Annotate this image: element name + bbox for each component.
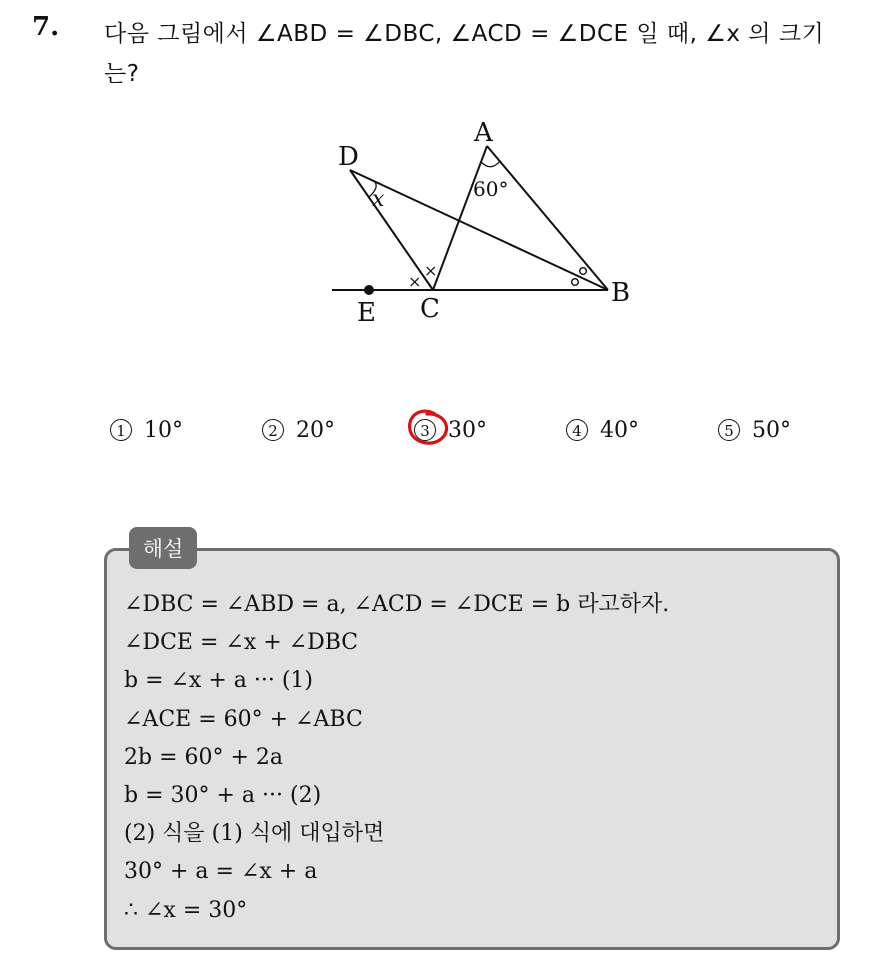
choice-number-1: 1 — [110, 419, 132, 441]
choice-5[interactable] — [718, 408, 791, 452]
solution-lines — [124, 586, 824, 930]
choice-number-4: 4 — [566, 419, 588, 441]
solution-line-3: b = ∠x + a ··· (1) — [124, 668, 314, 694]
choice-value-1: 10° — [144, 417, 183, 443]
circle-mark-DBC — [572, 279, 579, 286]
solution-line-1: ∠DBC = ∠ABD = a, ∠ACD = ∠DCE = b 라고하자. — [124, 592, 670, 617]
choice-4[interactable] — [566, 408, 639, 452]
solution-line-9: ∴ ∠x = 30° — [124, 897, 248, 923]
vertex-label-C: C — [420, 294, 440, 324]
question-number: 7. — [32, 12, 60, 42]
solution-line-5: 2b = 60° + 2a — [124, 744, 284, 770]
choice-value-3: 30° — [448, 417, 487, 443]
question-text-line-2: 는? — [104, 61, 140, 87]
vertex-label-A: A — [474, 118, 493, 148]
choice-3[interactable] — [414, 408, 487, 452]
vertex-label-B: B — [611, 278, 631, 308]
choice-value-2: 20° — [296, 417, 335, 443]
geometry-figure — [320, 110, 650, 330]
angle-label-x: x — [372, 187, 385, 212]
cross-mark-DCE: × — [408, 272, 422, 291]
vertex-label-E: E — [357, 298, 376, 328]
answer-choices — [0, 408, 884, 458]
solution-title: 해설 — [129, 527, 197, 569]
segment-AB — [487, 146, 608, 290]
cross-mark-ACD: × — [424, 261, 438, 280]
choice-number-2: 2 — [262, 419, 284, 441]
vertex-label-D: D — [338, 142, 359, 172]
solution-line-8: 30° + a = ∠x + a — [124, 859, 318, 885]
choice-1[interactable] — [110, 408, 183, 452]
choice-number-5: 5 — [718, 419, 740, 441]
choice-2[interactable] — [262, 408, 335, 452]
circle-mark-ABD — [580, 268, 587, 275]
solution-line-6: b = 30° + a ··· (2) — [124, 782, 322, 808]
solution-line-2: ∠DCE = ∠x + ∠DBC — [124, 630, 359, 656]
point-E — [364, 285, 374, 295]
angle-label-60: 60° — [473, 177, 509, 201]
angle-arc-A — [481, 161, 500, 167]
question-text-line-1: 다음 그림에서 ∠ABD = ∠DBC, ∠ACD = ∠DCE 일 때, ∠x 의 크기 — [104, 21, 825, 47]
question-text — [104, 14, 864, 94]
choice-value-5: 50° — [752, 417, 791, 443]
solution-line-4: ∠ACE = 60° + ∠ABC — [124, 706, 363, 732]
choice-number-3: 3 — [414, 419, 436, 441]
solution-line-7: (2) 식을 (1) 식에 대입하면 — [124, 821, 385, 847]
choice-value-4: 40° — [600, 417, 639, 443]
segment-AC — [433, 146, 487, 290]
